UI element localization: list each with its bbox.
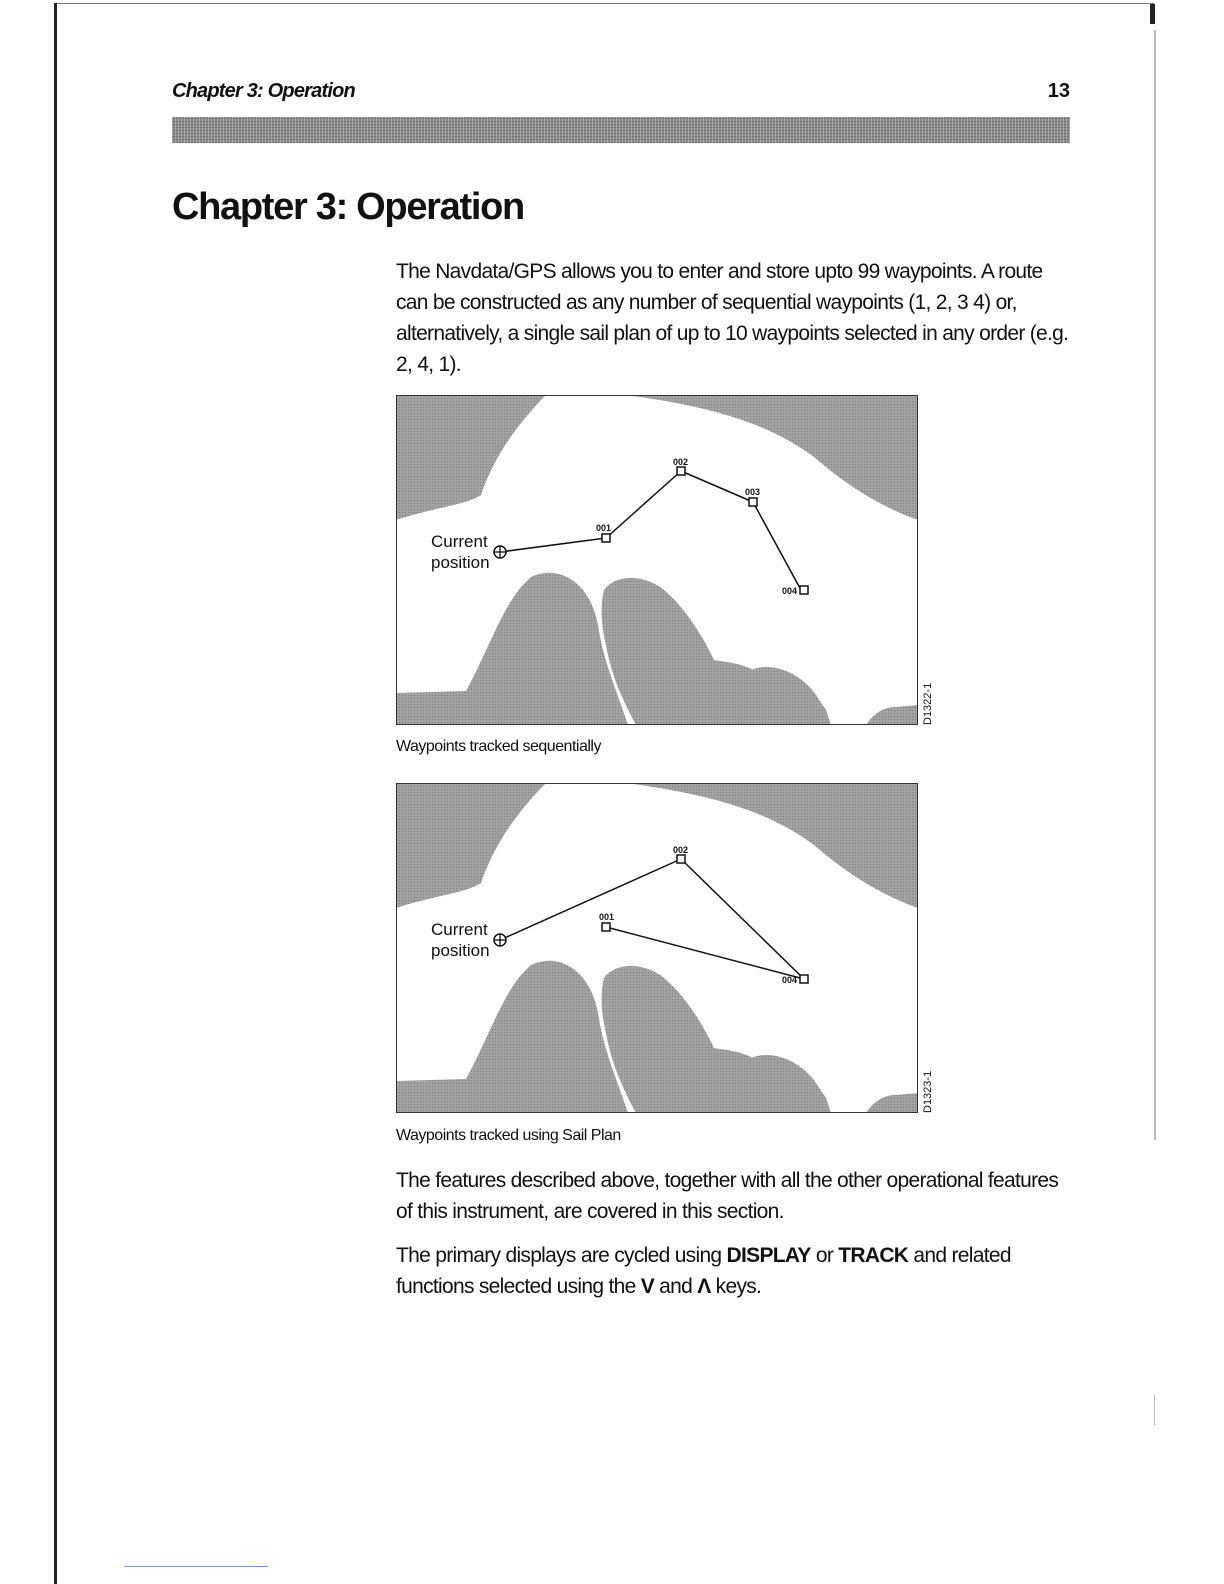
down-key-icon: V <box>640 1275 655 1298</box>
running-title: Chapter 3: Operation <box>172 80 355 102</box>
display-key-label: DISPLAY <box>726 1244 811 1267</box>
page-number: 13 <box>1047 80 1070 102</box>
displays-text-or: or <box>810 1244 839 1267</box>
current-position-label-line2: position <box>431 553 490 572</box>
waypoint-marker-icon <box>749 498 757 506</box>
displays-paragraph <box>396 1240 1076 1302</box>
waypoint-label: 001 <box>596 523 612 533</box>
up-key-icon: Λ <box>697 1275 711 1298</box>
current-position-label-line1: Current <box>431 532 488 551</box>
scan-border-top <box>54 3 1154 4</box>
scan-footline <box>124 1566 268 1567</box>
waypoint-marker-icon <box>800 975 808 983</box>
waypoint-004 <box>782 586 808 596</box>
chapter-title: Chapter 3: Operation <box>172 186 524 228</box>
figure-id: D1323-1 <box>922 1070 934 1113</box>
scan-border-left <box>54 3 57 1584</box>
scan-tick-mark <box>1154 1395 1155 1425</box>
waypoint-label: 003 <box>745 487 761 497</box>
displays-text-prefix: The primary displays are cycled using <box>396 1244 727 1267</box>
figure-sail-plan-route <box>396 783 936 1118</box>
figure-id: D1322-1 <box>922 682 934 725</box>
scan-border-right <box>1154 30 1156 1140</box>
waypoint-marker-icon <box>677 467 685 475</box>
displays-text-and: and <box>654 1275 698 1298</box>
displays-text-suffix: keys. <box>710 1275 762 1298</box>
running-header <box>172 80 1070 106</box>
intro-paragraph: The Navdata/GPS allows you to enter and store upto 99 waypoints. A route can be constructed as any number of sequential waypoints (1, 2, 3 4) or, alternatively, a single sail plan of up to 10 waypoints selected in any order (e.g. 2, 4, 1). <box>396 260 1069 376</box>
waypoint-label: 002 <box>673 845 689 855</box>
waypoint-marker-icon <box>677 855 685 863</box>
waypoint-marker-icon <box>602 923 610 931</box>
current-position-label-line2: position <box>431 941 490 960</box>
waypoint-label: 004 <box>782 586 798 596</box>
header-rule-bar <box>172 117 1070 143</box>
features-paragraph: The features described above, together with all the other operational features of this instrument, are covered in this section. <box>396 1169 1059 1223</box>
waypoint-label: 001 <box>599 912 615 922</box>
waypoint-004 <box>782 975 808 985</box>
figure-sequential-route <box>396 395 936 730</box>
waypoint-marker-icon <box>800 586 808 594</box>
current-position-marker <box>494 546 506 558</box>
current-position-label-line1: Current <box>431 920 488 939</box>
track-key-label: TRACK <box>838 1244 909 1267</box>
scan-corner-mark <box>1150 4 1155 24</box>
waypoint-marker-icon <box>602 534 610 542</box>
figure-caption-sequential: Waypoints tracked sequentially <box>396 738 601 755</box>
waypoint-label: 002 <box>673 457 689 467</box>
current-position-marker <box>494 934 506 946</box>
waypoint-label: 004 <box>782 975 798 985</box>
figure-caption-sail-plan: Waypoints tracked using Sail Plan <box>396 1127 621 1144</box>
displays-text-middle: and related functions selected using the <box>396 1244 1011 1298</box>
